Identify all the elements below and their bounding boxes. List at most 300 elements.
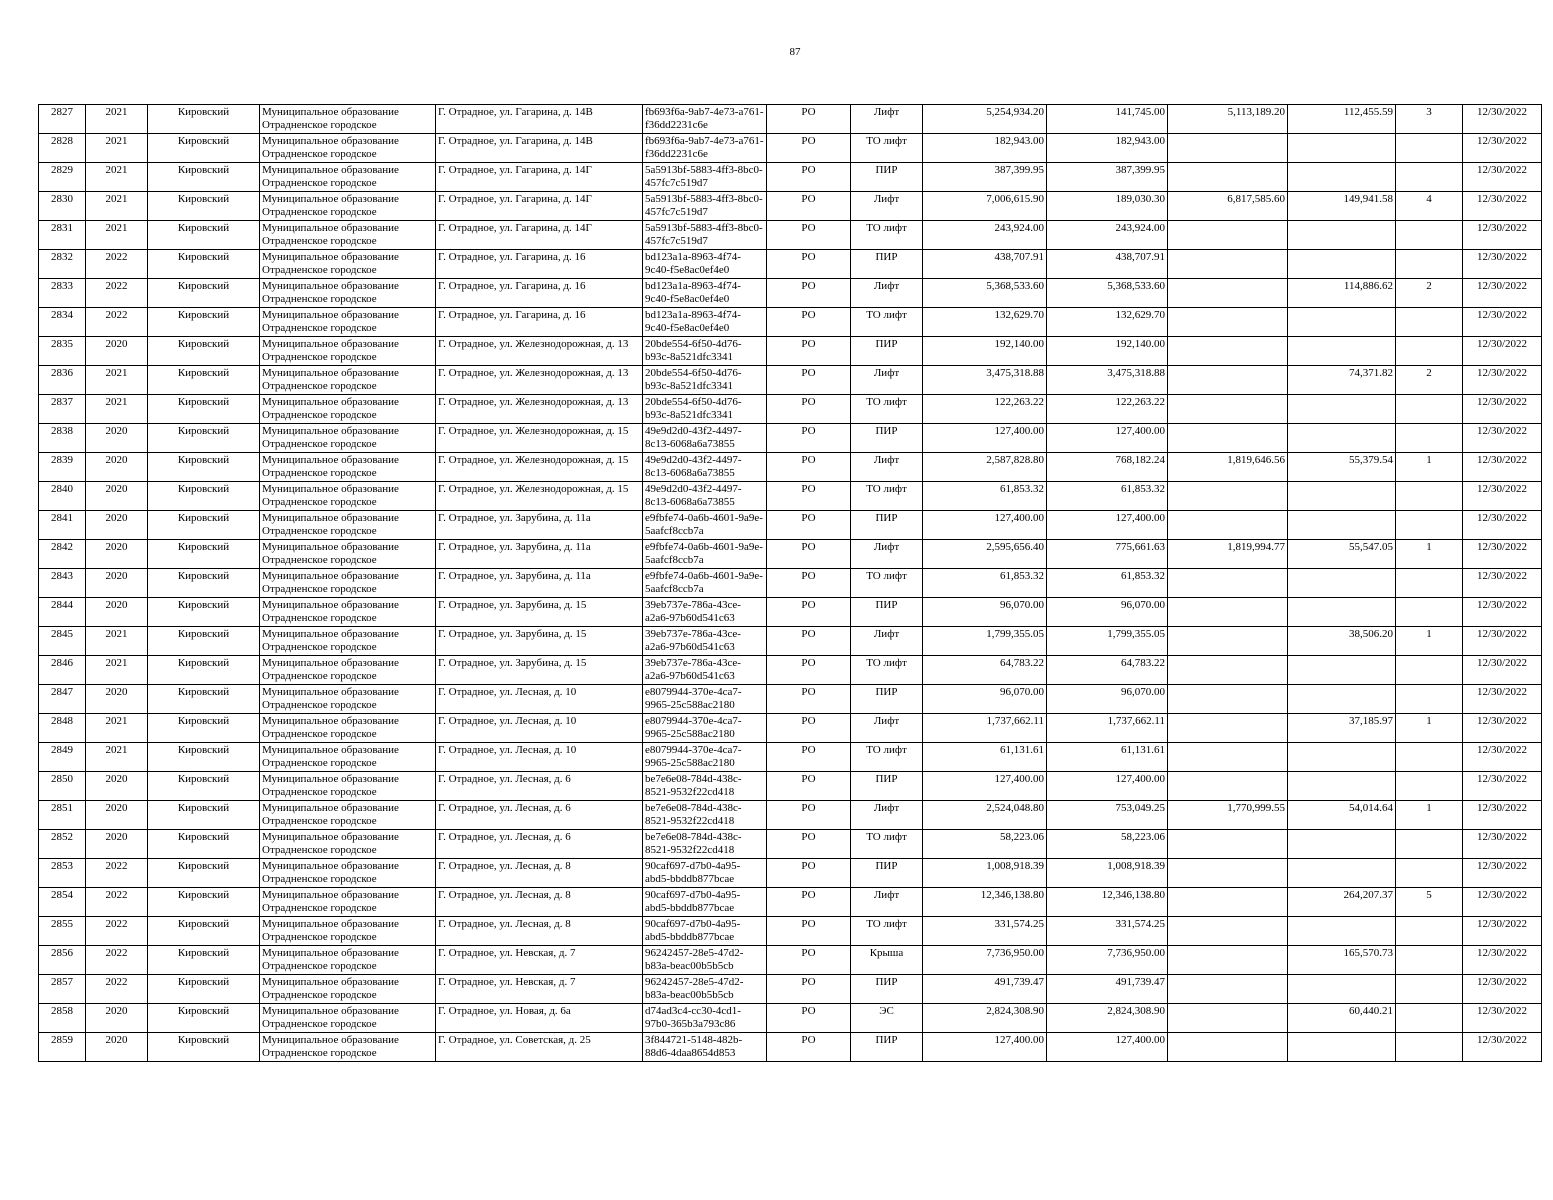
cell-address: Г. Отрадное, ул. Зарубина, д. 11а — [436, 540, 643, 569]
cell-count: 1 — [1396, 540, 1463, 569]
cell-amount-3: 60,440.21 — [1288, 1004, 1396, 1033]
cell-date: 12/30/2022 — [1463, 395, 1542, 424]
cell-amount-1: 1,737,662.11 — [1047, 714, 1168, 743]
cell-district: Кировский — [148, 598, 260, 627]
cell-year: 2021 — [86, 105, 148, 134]
cell-guid: 39eb737e-786a-43ce-a2a6-97b60d541c63 — [643, 598, 767, 627]
cell-work-type: Лифт — [851, 888, 923, 917]
cell-district: Кировский — [148, 772, 260, 801]
cell-work-type: ТО лифт — [851, 308, 923, 337]
cell-count: 5 — [1396, 888, 1463, 917]
cell-amount-2 — [1168, 221, 1288, 250]
cell-municipality: Муниципальное образование Отрадненское городское — [260, 511, 436, 540]
cell-type: РО — [767, 308, 851, 337]
cell-total-cost: 491,739.47 — [923, 975, 1047, 1004]
cell-total-cost: 331,574.25 — [923, 917, 1047, 946]
cell-address: Г. Отрадное, ул. Железнодорожная, д. 15 — [436, 424, 643, 453]
cell-district: Кировский — [148, 946, 260, 975]
cell-amount-2 — [1168, 975, 1288, 1004]
cell-amount-2 — [1168, 743, 1288, 772]
cell-type: РО — [767, 888, 851, 917]
cell-district: Кировский — [148, 1004, 260, 1033]
cell-number: 2829 — [39, 163, 86, 192]
cell-count — [1396, 395, 1463, 424]
cell-work-type: Лифт — [851, 540, 923, 569]
cell-guid: 5a5913bf-5883-4ff3-8bc0-457fc7c519d7 — [643, 221, 767, 250]
cell-type: РО — [767, 192, 851, 221]
cell-type: РО — [767, 598, 851, 627]
cell-guid: e9fbfe74-0a6b-4601-9a9e-5aafcf8ccb7a — [643, 569, 767, 598]
cell-address: Г. Отрадное, ул. Гагарина, д. 16 — [436, 308, 643, 337]
cell-amount-2 — [1168, 627, 1288, 656]
cell-number: 2843 — [39, 569, 86, 598]
cell-amount-3: 165,570.73 — [1288, 946, 1396, 975]
cell-work-type: ТО лифт — [851, 395, 923, 424]
cell-amount-2 — [1168, 482, 1288, 511]
cell-guid: 49e9d2d0-43f2-4497-8c13-6068a6a73855 — [643, 453, 767, 482]
cell-guid: e8079944-370e-4ca7-9965-25c588ac2180 — [643, 743, 767, 772]
cell-municipality: Муниципальное образование Отрадненское городское — [260, 598, 436, 627]
cell-number: 2830 — [39, 192, 86, 221]
cell-guid: be7e6e08-784d-438c-8521-9532f22cd418 — [643, 801, 767, 830]
cell-district: Кировский — [148, 221, 260, 250]
cell-district: Кировский — [148, 482, 260, 511]
cell-work-type: Лифт — [851, 627, 923, 656]
cell-date: 12/30/2022 — [1463, 337, 1542, 366]
cell-year: 2020 — [86, 772, 148, 801]
cell-address: Г. Отрадное, ул. Лесная, д. 8 — [436, 917, 643, 946]
cell-amount-3: 74,371.82 — [1288, 366, 1396, 395]
cell-total-cost: 5,254,934.20 — [923, 105, 1047, 134]
cell-work-type: ТО лифт — [851, 656, 923, 685]
cell-type: РО — [767, 337, 851, 366]
cell-address: Г. Отрадное, ул. Железнодорожная, д. 13 — [436, 395, 643, 424]
cell-work-type: Лифт — [851, 192, 923, 221]
cell-total-cost: 127,400.00 — [923, 424, 1047, 453]
cell-address: Г. Отрадное, ул. Железнодорожная, д. 13 — [436, 337, 643, 366]
cell-amount-3 — [1288, 975, 1396, 1004]
cell-total-cost: 127,400.00 — [923, 772, 1047, 801]
cell-amount-2 — [1168, 511, 1288, 540]
cell-guid: 5a5913bf-5883-4ff3-8bc0-457fc7c519d7 — [643, 192, 767, 221]
cell-work-type: ПИР — [851, 685, 923, 714]
cell-guid: 96242457-28e5-47d2-b83a-beac00b5b5cb — [643, 946, 767, 975]
cell-guid: e9fbfe74-0a6b-4601-9a9e-5aafcf8ccb7a — [643, 540, 767, 569]
cell-type: РО — [767, 917, 851, 946]
table-row — [39, 801, 1542, 830]
cell-district: Кировский — [148, 105, 260, 134]
cell-address: Г. Отрадное, ул. Лесная, д. 6 — [436, 830, 643, 859]
cell-amount-2 — [1168, 1033, 1288, 1062]
cell-total-cost: 64,783.22 — [923, 656, 1047, 685]
cell-count — [1396, 134, 1463, 163]
cell-municipality: Муниципальное образование Отрадненское городское — [260, 482, 436, 511]
cell-number: 2852 — [39, 830, 86, 859]
cell-date: 12/30/2022 — [1463, 250, 1542, 279]
cell-type: РО — [767, 656, 851, 685]
cell-count — [1396, 337, 1463, 366]
cell-count: 2 — [1396, 366, 1463, 395]
cell-amount-2: 1,819,646.56 — [1168, 453, 1288, 482]
cell-amount-1: 7,736,950.00 — [1047, 946, 1168, 975]
cell-work-type: ТО лифт — [851, 221, 923, 250]
cell-work-type: ТО лифт — [851, 830, 923, 859]
cell-number: 2851 — [39, 801, 86, 830]
cell-amount-3: 38,506.20 — [1288, 627, 1396, 656]
table-row — [39, 163, 1542, 192]
cell-municipality: Муниципальное образование Отрадненское городское — [260, 656, 436, 685]
cell-amount-1: 127,400.00 — [1047, 424, 1168, 453]
table-row — [39, 859, 1542, 888]
cell-guid: d74ad3c4-cc30-4cd1-97b0-365b3a793c86 — [643, 1004, 767, 1033]
cell-count: 1 — [1396, 627, 1463, 656]
cell-amount-2 — [1168, 714, 1288, 743]
cell-amount-1: 438,707.91 — [1047, 250, 1168, 279]
cell-total-cost: 58,223.06 — [923, 830, 1047, 859]
cell-guid: bd123a1a-8963-4f74-9c40-f5e8ac0ef4e0 — [643, 279, 767, 308]
cell-guid: 90caf697-d7b0-4a95-abd5-bbddb877bcae — [643, 917, 767, 946]
cell-district: Кировский — [148, 511, 260, 540]
cell-date: 12/30/2022 — [1463, 221, 1542, 250]
cell-address: Г. Отрадное, ул. Гагарина, д. 14Г — [436, 221, 643, 250]
cell-year: 2021 — [86, 627, 148, 656]
cell-amount-1: 122,263.22 — [1047, 395, 1168, 424]
cell-municipality: Муниципальное образование Отрадненское городское — [260, 163, 436, 192]
cell-year: 2022 — [86, 859, 148, 888]
cell-guid: be7e6e08-784d-438c-8521-9532f22cd418 — [643, 772, 767, 801]
cell-total-cost: 127,400.00 — [923, 511, 1047, 540]
cell-total-cost: 127,400.00 — [923, 1033, 1047, 1062]
cell-amount-3: 37,185.97 — [1288, 714, 1396, 743]
cell-type: РО — [767, 424, 851, 453]
table-row — [39, 627, 1542, 656]
cell-date: 12/30/2022 — [1463, 482, 1542, 511]
cell-amount-1: 5,368,533.60 — [1047, 279, 1168, 308]
cell-district: Кировский — [148, 859, 260, 888]
cell-date: 12/30/2022 — [1463, 627, 1542, 656]
cell-amount-3: 264,207.37 — [1288, 888, 1396, 917]
cell-address: Г. Отрадное, ул. Зарубина, д. 15 — [436, 598, 643, 627]
cell-date: 12/30/2022 — [1463, 598, 1542, 627]
cell-date: 12/30/2022 — [1463, 656, 1542, 685]
cell-guid: 3f844721-5148-482b-88d6-4daa8654d853 — [643, 1033, 767, 1062]
cell-date: 12/30/2022 — [1463, 859, 1542, 888]
cell-count — [1396, 772, 1463, 801]
cell-district: Кировский — [148, 134, 260, 163]
cell-date: 12/30/2022 — [1463, 685, 1542, 714]
cell-guid: bd123a1a-8963-4f74-9c40-f5e8ac0ef4e0 — [643, 250, 767, 279]
cell-date: 12/30/2022 — [1463, 134, 1542, 163]
table-row — [39, 250, 1542, 279]
table-row — [39, 1033, 1542, 1062]
cell-total-cost: 2,824,308.90 — [923, 1004, 1047, 1033]
cell-work-type: Лифт — [851, 279, 923, 308]
cell-total-cost: 182,943.00 — [923, 134, 1047, 163]
cell-count — [1396, 250, 1463, 279]
cell-amount-1: 127,400.00 — [1047, 511, 1168, 540]
cell-municipality: Муниципальное образование Отрадненское городское — [260, 453, 436, 482]
cell-municipality: Муниципальное образование Отрадненское городское — [260, 830, 436, 859]
cell-amount-2 — [1168, 366, 1288, 395]
table-row — [39, 946, 1542, 975]
cell-guid: e8079944-370e-4ca7-9965-25c588ac2180 — [643, 685, 767, 714]
cell-amount-2 — [1168, 424, 1288, 453]
table-row — [39, 308, 1542, 337]
cell-amount-1: 61,131.61 — [1047, 743, 1168, 772]
cell-address: Г. Отрадное, ул. Лесная, д. 6 — [436, 801, 643, 830]
cell-type: РО — [767, 279, 851, 308]
cell-year: 2021 — [86, 192, 148, 221]
cell-work-type: ТО лифт — [851, 917, 923, 946]
cell-count: 4 — [1396, 192, 1463, 221]
cell-year: 2020 — [86, 511, 148, 540]
cell-number: 2835 — [39, 337, 86, 366]
cell-count: 1 — [1396, 801, 1463, 830]
cell-address: Г. Отрадное, ул. Железнодорожная, д. 15 — [436, 453, 643, 482]
cell-district: Кировский — [148, 250, 260, 279]
cell-amount-2 — [1168, 279, 1288, 308]
cell-year: 2020 — [86, 482, 148, 511]
cell-count: 1 — [1396, 714, 1463, 743]
cell-district: Кировский — [148, 395, 260, 424]
cell-date: 12/30/2022 — [1463, 424, 1542, 453]
cell-date: 12/30/2022 — [1463, 1033, 1542, 1062]
cell-amount-3 — [1288, 598, 1396, 627]
cell-guid: 49e9d2d0-43f2-4497-8c13-6068a6a73855 — [643, 482, 767, 511]
cell-number: 2856 — [39, 946, 86, 975]
table-row — [39, 1004, 1542, 1033]
cell-amount-3 — [1288, 569, 1396, 598]
cell-date: 12/30/2022 — [1463, 163, 1542, 192]
cell-address: Г. Отрадное, ул. Невская, д. 7 — [436, 975, 643, 1004]
cell-amount-1: 3,475,318.88 — [1047, 366, 1168, 395]
cell-guid: be7e6e08-784d-438c-8521-9532f22cd418 — [643, 830, 767, 859]
cell-number: 2847 — [39, 685, 86, 714]
cell-amount-3 — [1288, 482, 1396, 511]
table-row — [39, 598, 1542, 627]
cell-year: 2022 — [86, 975, 148, 1004]
cell-amount-1: 387,399.95 — [1047, 163, 1168, 192]
cell-type: РО — [767, 163, 851, 192]
cell-amount-1: 96,070.00 — [1047, 598, 1168, 627]
cell-amount-3 — [1288, 134, 1396, 163]
cell-address: Г. Отрадное, ул. Железнодорожная, д. 13 — [436, 366, 643, 395]
cell-amount-3 — [1288, 511, 1396, 540]
cell-district: Кировский — [148, 569, 260, 598]
cell-district: Кировский — [148, 1033, 260, 1062]
cell-district: Кировский — [148, 337, 260, 366]
cell-amount-2 — [1168, 685, 1288, 714]
table-row — [39, 772, 1542, 801]
cell-year: 2021 — [86, 395, 148, 424]
cell-amount-3 — [1288, 859, 1396, 888]
table-row — [39, 830, 1542, 859]
cell-type: РО — [767, 366, 851, 395]
table-row — [39, 888, 1542, 917]
cell-date: 12/30/2022 — [1463, 888, 1542, 917]
cell-total-cost: 438,707.91 — [923, 250, 1047, 279]
cell-amount-3 — [1288, 772, 1396, 801]
cell-municipality: Муниципальное образование Отрадненское городское — [260, 279, 436, 308]
cell-date: 12/30/2022 — [1463, 772, 1542, 801]
cell-amount-3: 54,014.64 — [1288, 801, 1396, 830]
cell-amount-3 — [1288, 395, 1396, 424]
cell-address: Г. Отрадное, ул. Советская, д. 25 — [436, 1033, 643, 1062]
cell-work-type: ТО лифт — [851, 134, 923, 163]
cell-date: 12/30/2022 — [1463, 1004, 1542, 1033]
cell-amount-2 — [1168, 946, 1288, 975]
cell-date: 12/30/2022 — [1463, 366, 1542, 395]
cell-amount-2 — [1168, 569, 1288, 598]
cell-amount-3 — [1288, 1033, 1396, 1062]
table-row — [39, 192, 1542, 221]
cell-type: РО — [767, 482, 851, 511]
cell-amount-3: 55,379.54 — [1288, 453, 1396, 482]
cell-amount-1: 58,223.06 — [1047, 830, 1168, 859]
cell-municipality: Муниципальное образование Отрадненское городское — [260, 685, 436, 714]
cell-address: Г. Отрадное, ул. Зарубина, д. 15 — [436, 627, 643, 656]
table-row — [39, 917, 1542, 946]
cell-date: 12/30/2022 — [1463, 279, 1542, 308]
cell-amount-2 — [1168, 656, 1288, 685]
cell-municipality: Муниципальное образование Отрадненское городское — [260, 337, 436, 366]
cell-year: 2020 — [86, 337, 148, 366]
cell-number: 2840 — [39, 482, 86, 511]
cell-count — [1396, 569, 1463, 598]
cell-amount-2 — [1168, 308, 1288, 337]
cell-work-type: ПИР — [851, 250, 923, 279]
cell-number: 2838 — [39, 424, 86, 453]
cell-count — [1396, 1004, 1463, 1033]
cell-count — [1396, 308, 1463, 337]
cell-number: 2854 — [39, 888, 86, 917]
cell-work-type: ПИР — [851, 1033, 923, 1062]
cell-number: 2845 — [39, 627, 86, 656]
cell-type: РО — [767, 830, 851, 859]
cell-amount-1: 1,008,918.39 — [1047, 859, 1168, 888]
cell-district: Кировский — [148, 830, 260, 859]
cell-number: 2857 — [39, 975, 86, 1004]
cell-district: Кировский — [148, 917, 260, 946]
cell-amount-3 — [1288, 685, 1396, 714]
cell-guid: 39eb737e-786a-43ce-a2a6-97b60d541c63 — [643, 656, 767, 685]
cell-number: 2834 — [39, 308, 86, 337]
cell-type: РО — [767, 685, 851, 714]
cell-work-type: Лифт — [851, 453, 923, 482]
cell-municipality: Муниципальное образование Отрадненское городское — [260, 1004, 436, 1033]
cell-district: Кировский — [148, 163, 260, 192]
cell-guid: 90caf697-d7b0-4a95-abd5-bbddb877bcae — [643, 859, 767, 888]
cell-total-cost: 12,346,138.80 — [923, 888, 1047, 917]
cell-year: 2021 — [86, 221, 148, 250]
cell-address: Г. Отрадное, ул. Зарубина, д. 15 — [436, 656, 643, 685]
cell-date: 12/30/2022 — [1463, 917, 1542, 946]
cell-count — [1396, 685, 1463, 714]
cell-district: Кировский — [148, 366, 260, 395]
cell-address: Г. Отрадное, ул. Гагарина, д. 16 — [436, 250, 643, 279]
cell-total-cost: 2,587,828.80 — [923, 453, 1047, 482]
cell-municipality: Муниципальное образование Отрадненское городское — [260, 366, 436, 395]
cell-address: Г. Отрадное, ул. Гагарина, д. 16 — [436, 279, 643, 308]
cell-work-type: ПИР — [851, 598, 923, 627]
cell-amount-2 — [1168, 1004, 1288, 1033]
cell-total-cost: 1,008,918.39 — [923, 859, 1047, 888]
cell-district: Кировский — [148, 801, 260, 830]
cell-number: 2853 — [39, 859, 86, 888]
cell-count — [1396, 511, 1463, 540]
cell-type: РО — [767, 250, 851, 279]
cell-amount-1: 61,853.32 — [1047, 569, 1168, 598]
cell-year: 2020 — [86, 569, 148, 598]
cell-type: РО — [767, 946, 851, 975]
cell-amount-1: 61,853.32 — [1047, 482, 1168, 511]
table-row — [39, 279, 1542, 308]
cell-amount-3 — [1288, 337, 1396, 366]
cell-total-cost: 243,924.00 — [923, 221, 1047, 250]
table-row — [39, 975, 1542, 1004]
cell-district: Кировский — [148, 192, 260, 221]
cell-amount-3: 114,886.62 — [1288, 279, 1396, 308]
cell-work-type: Лифт — [851, 366, 923, 395]
cell-type: РО — [767, 105, 851, 134]
cell-amount-1: 127,400.00 — [1047, 1033, 1168, 1062]
cell-guid: fb693f6a-9ab7-4e73-a761-f36dd2231c6e — [643, 134, 767, 163]
cell-number: 2837 — [39, 395, 86, 424]
cell-number: 2828 — [39, 134, 86, 163]
cell-amount-3 — [1288, 424, 1396, 453]
cell-year: 2022 — [86, 250, 148, 279]
cell-count — [1396, 656, 1463, 685]
cell-guid: 20bde554-6f50-4d76-b93c-8a521dfc3341 — [643, 395, 767, 424]
cell-municipality: Муниципальное образование Отрадненское городское — [260, 424, 436, 453]
cell-number: 2832 — [39, 250, 86, 279]
cell-amount-2 — [1168, 163, 1288, 192]
cell-date: 12/30/2022 — [1463, 569, 1542, 598]
cell-work-type: ПИР — [851, 424, 923, 453]
cell-amount-3 — [1288, 656, 1396, 685]
cell-work-type: ЭС — [851, 1004, 923, 1033]
cell-count — [1396, 917, 1463, 946]
cell-municipality: Муниципальное образование Отрадненское городское — [260, 772, 436, 801]
table-row — [39, 395, 1542, 424]
cell-type: РО — [767, 1033, 851, 1062]
cell-date: 12/30/2022 — [1463, 714, 1542, 743]
cell-number: 2836 — [39, 366, 86, 395]
cell-work-type: Лифт — [851, 105, 923, 134]
cell-municipality: Муниципальное образование Отрадненское городское — [260, 859, 436, 888]
cell-work-type: Лифт — [851, 714, 923, 743]
cell-type: РО — [767, 569, 851, 598]
cell-amount-3: 55,547.05 — [1288, 540, 1396, 569]
table-row — [39, 453, 1542, 482]
cell-type: РО — [767, 714, 851, 743]
table-row — [39, 482, 1542, 511]
cell-work-type: Крыша — [851, 946, 923, 975]
cell-count: 1 — [1396, 453, 1463, 482]
cell-address: Г. Отрадное, ул. Зарубина, д. 11а — [436, 511, 643, 540]
table-row — [39, 105, 1542, 134]
cell-address: Г. Отрадное, ул. Лесная, д. 10 — [436, 685, 643, 714]
cell-total-cost: 1,799,355.05 — [923, 627, 1047, 656]
cell-amount-1: 775,661.63 — [1047, 540, 1168, 569]
cell-amount-1: 182,943.00 — [1047, 134, 1168, 163]
cell-guid: 96242457-28e5-47d2-b83a-beac00b5b5cb — [643, 975, 767, 1004]
cell-guid: 49e9d2d0-43f2-4497-8c13-6068a6a73855 — [643, 424, 767, 453]
cell-amount-2 — [1168, 598, 1288, 627]
cell-total-cost: 192,140.00 — [923, 337, 1047, 366]
cell-amount-2: 1,770,999.55 — [1168, 801, 1288, 830]
cell-guid: 20bde554-6f50-4d76-b93c-8a521dfc3341 — [643, 337, 767, 366]
